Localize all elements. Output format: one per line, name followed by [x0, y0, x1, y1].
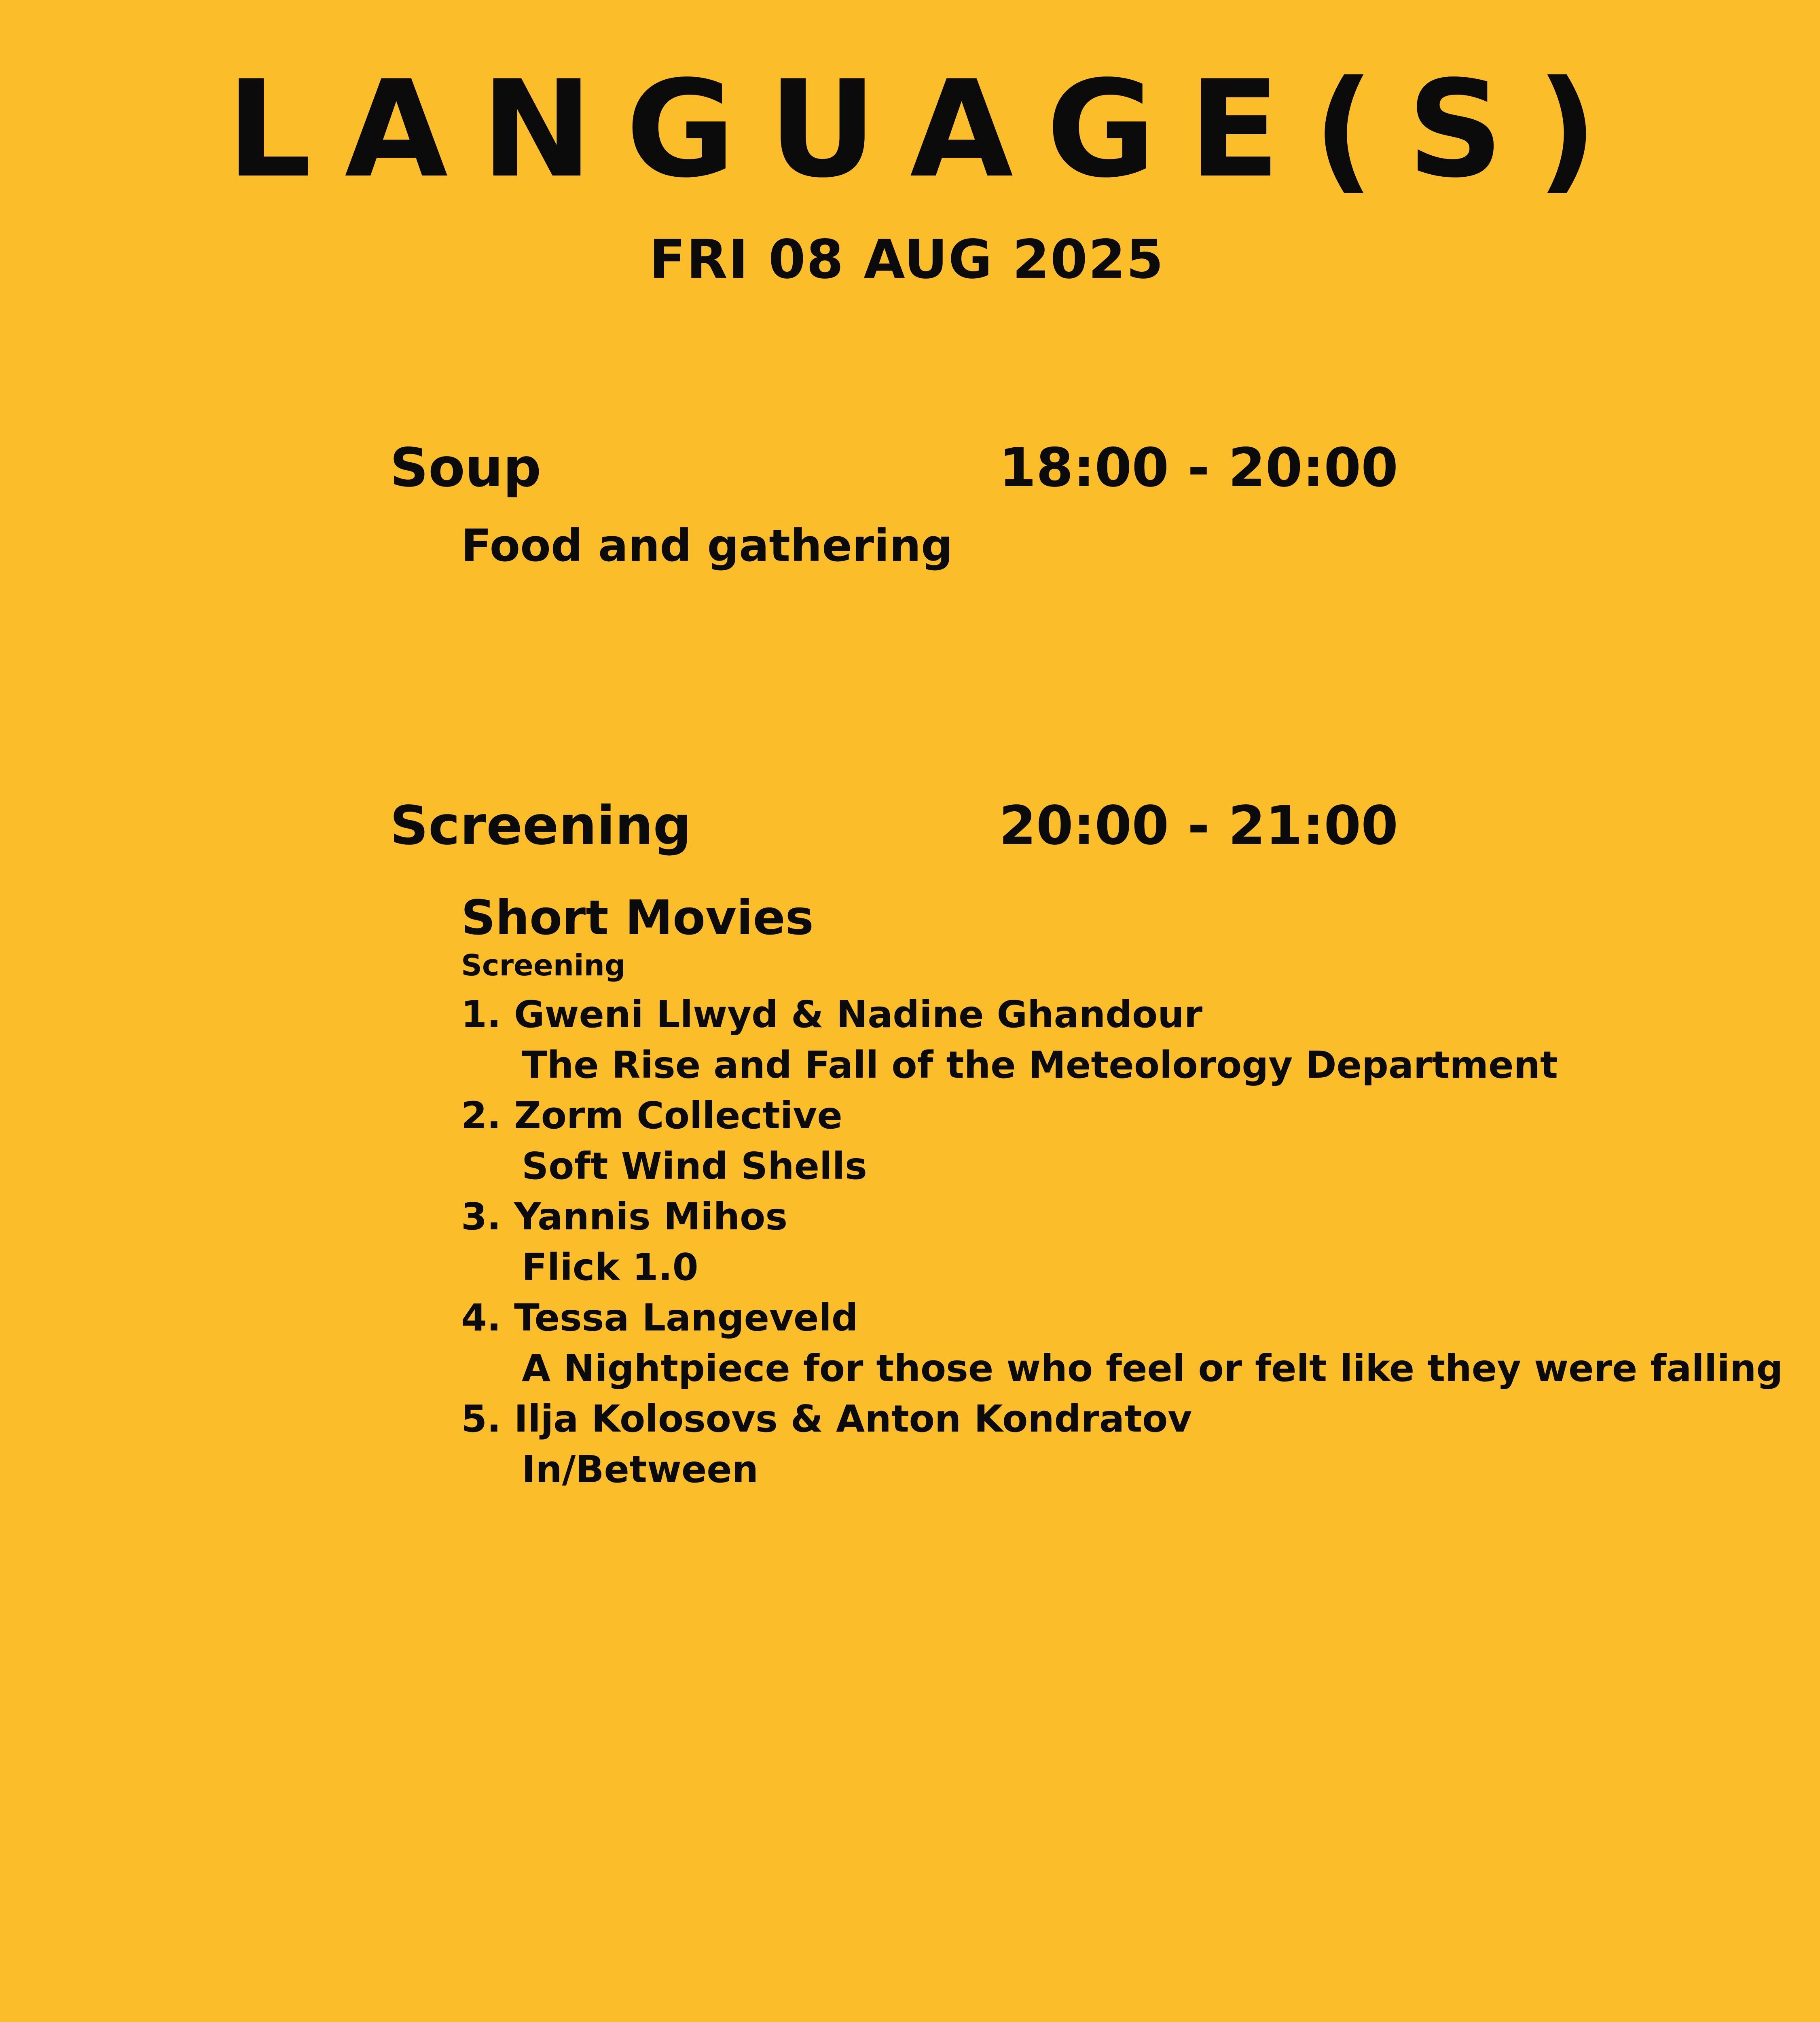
- soup-title: Soup: [390, 437, 542, 499]
- film-artist: 4. Tessa Langeveld: [461, 1296, 858, 1339]
- title-letter: G: [626, 52, 740, 207]
- title-letter: S: [1407, 52, 1508, 207]
- film-title: In/Between: [522, 1448, 759, 1491]
- title-letter: ): [1536, 52, 1602, 207]
- title-letter: L: [226, 52, 316, 207]
- program-title: Short Movies: [461, 890, 814, 945]
- film-title: Flick 1.0: [522, 1246, 698, 1289]
- film-artist: 3. Yannis Mihos: [461, 1195, 788, 1238]
- title-letter: A: [910, 52, 1018, 207]
- soup-time: 18:00 - 20:00: [999, 437, 1399, 499]
- title-letter: (: [1313, 52, 1378, 207]
- event-date: FRI 08 AUG 2025: [649, 228, 1164, 291]
- title-letter: N: [481, 52, 597, 207]
- screening-time: 20:00 - 21:00: [999, 795, 1399, 857]
- film-artist: 5. Ilja Kolosovs & Anton Kondratov: [461, 1397, 1192, 1440]
- film-title: Soft Wind Shells: [522, 1144, 867, 1188]
- film-artist: 2. Zorm Collective: [461, 1094, 842, 1137]
- film-title: The Rise and Fall of the Meteolorogy Department: [522, 1043, 1558, 1087]
- title-letter: E: [1189, 52, 1285, 207]
- screening-title: Screening: [390, 795, 692, 857]
- title-letter: A: [345, 52, 452, 207]
- film-artist: 1. Gweni Llwyd & Nadine Ghandour: [461, 993, 1203, 1036]
- title-letter: G: [1046, 52, 1160, 207]
- poster-title: [226, 49, 1602, 210]
- program-subtitle: Screening: [461, 948, 626, 982]
- title-letter: U: [768, 52, 881, 207]
- soup-description: Food and gathering: [461, 520, 953, 571]
- film-title: A Nightpiece for those who feel or felt like they were falling: [522, 1347, 1783, 1390]
